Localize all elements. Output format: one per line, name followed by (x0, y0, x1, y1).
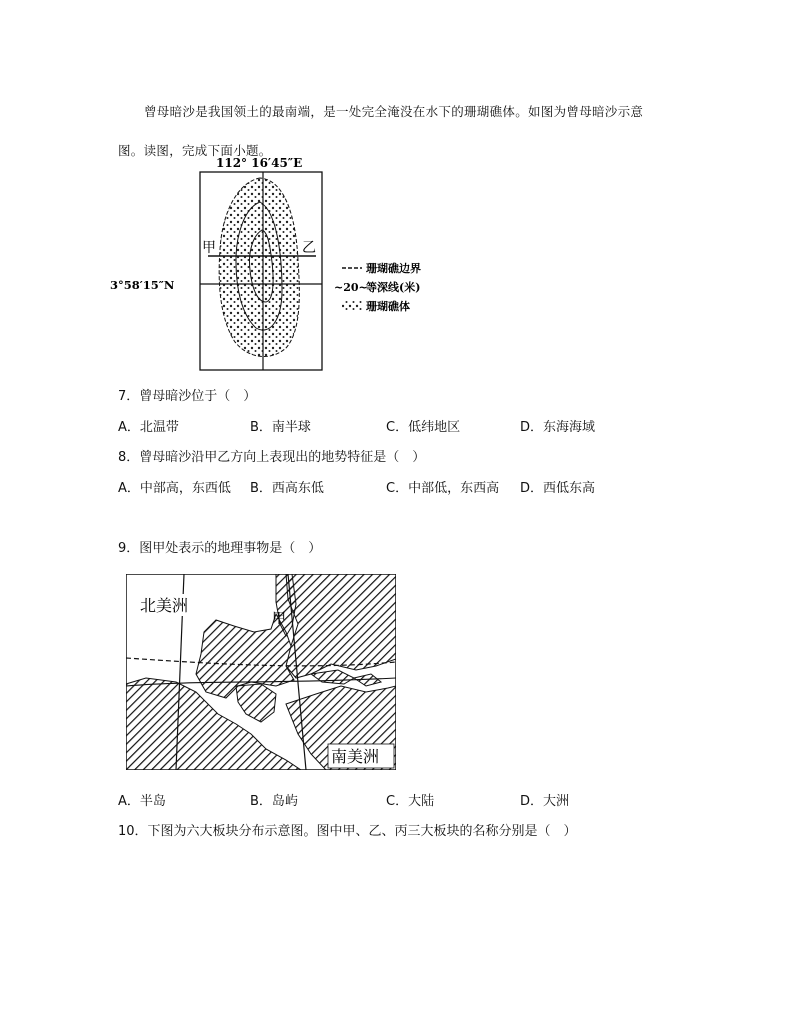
south-america-label: 南美洲 (331, 747, 380, 766)
q8-option-a[interactable]: A．中部高，东西低 (118, 481, 231, 496)
legend-isobath-label: 等深线(米) (366, 281, 421, 294)
q8-option-c[interactable]: C．中部低，东西高 (386, 481, 500, 496)
longitude-label: 112° 16′45″E (216, 156, 303, 170)
q7-option-b[interactable]: B．南半球 (250, 420, 311, 435)
legend-isobath-symbol: ~20~ (334, 281, 368, 294)
q9-option-d[interactable]: D．大洲 (520, 794, 570, 809)
q7-option-c[interactable]: C．低纬地区 (386, 420, 461, 435)
label-yi: 乙 (302, 240, 316, 256)
q9-option-a[interactable]: A．半岛 (118, 794, 166, 809)
map2-label-jia: 甲 (272, 611, 286, 627)
zengmu-map-figure (110, 150, 470, 375)
q9-option-c[interactable]: C．大陆 (386, 794, 435, 809)
intro-line-2: 图。读图，完成下面小题。 (118, 143, 272, 158)
question-8-stem: 8．曾母暗沙沿甲乙方向上表现出的地势特征是（ ） (118, 450, 426, 465)
zengmu-ansha-map (110, 150, 470, 375)
legend-reef-label: 珊瑚礁体 (366, 300, 410, 313)
question-10-stem: 10．下图为六大板块分布示意图。图中甲、乙、丙三大板块的名称分别是（ ） (118, 824, 577, 839)
americas-map (126, 574, 396, 770)
q8-option-d[interactable]: D．西低东高 (520, 481, 596, 496)
north-america-label: 北美洲 (140, 596, 189, 615)
latitude-label: 3°58′15″N (110, 278, 175, 292)
q7-option-d[interactable]: D．东海海域 (520, 420, 596, 435)
question-9-stem: 9．图甲处表示的地理事物是（ ） (118, 541, 322, 556)
q8-option-b[interactable]: B．西高东低 (250, 481, 324, 496)
americas-map-figure (126, 574, 396, 770)
q7-option-a[interactable]: A．北温带 (118, 420, 179, 435)
legend-boundary-label: 珊瑚礁边界 (366, 262, 421, 275)
q9-option-b[interactable]: B．岛屿 (250, 794, 298, 809)
intro-line-1: 曾母暗沙是我国领土的最南端，是一处完全淹没在水下的珊瑚礁体。如图为曾母暗沙示意 (144, 104, 644, 119)
legend-reef-symbol (342, 301, 362, 310)
label-jia: 甲 (202, 240, 216, 256)
question-7-stem: 7．曾母暗沙位于（ ） (118, 389, 257, 404)
map-legend (334, 261, 421, 313)
